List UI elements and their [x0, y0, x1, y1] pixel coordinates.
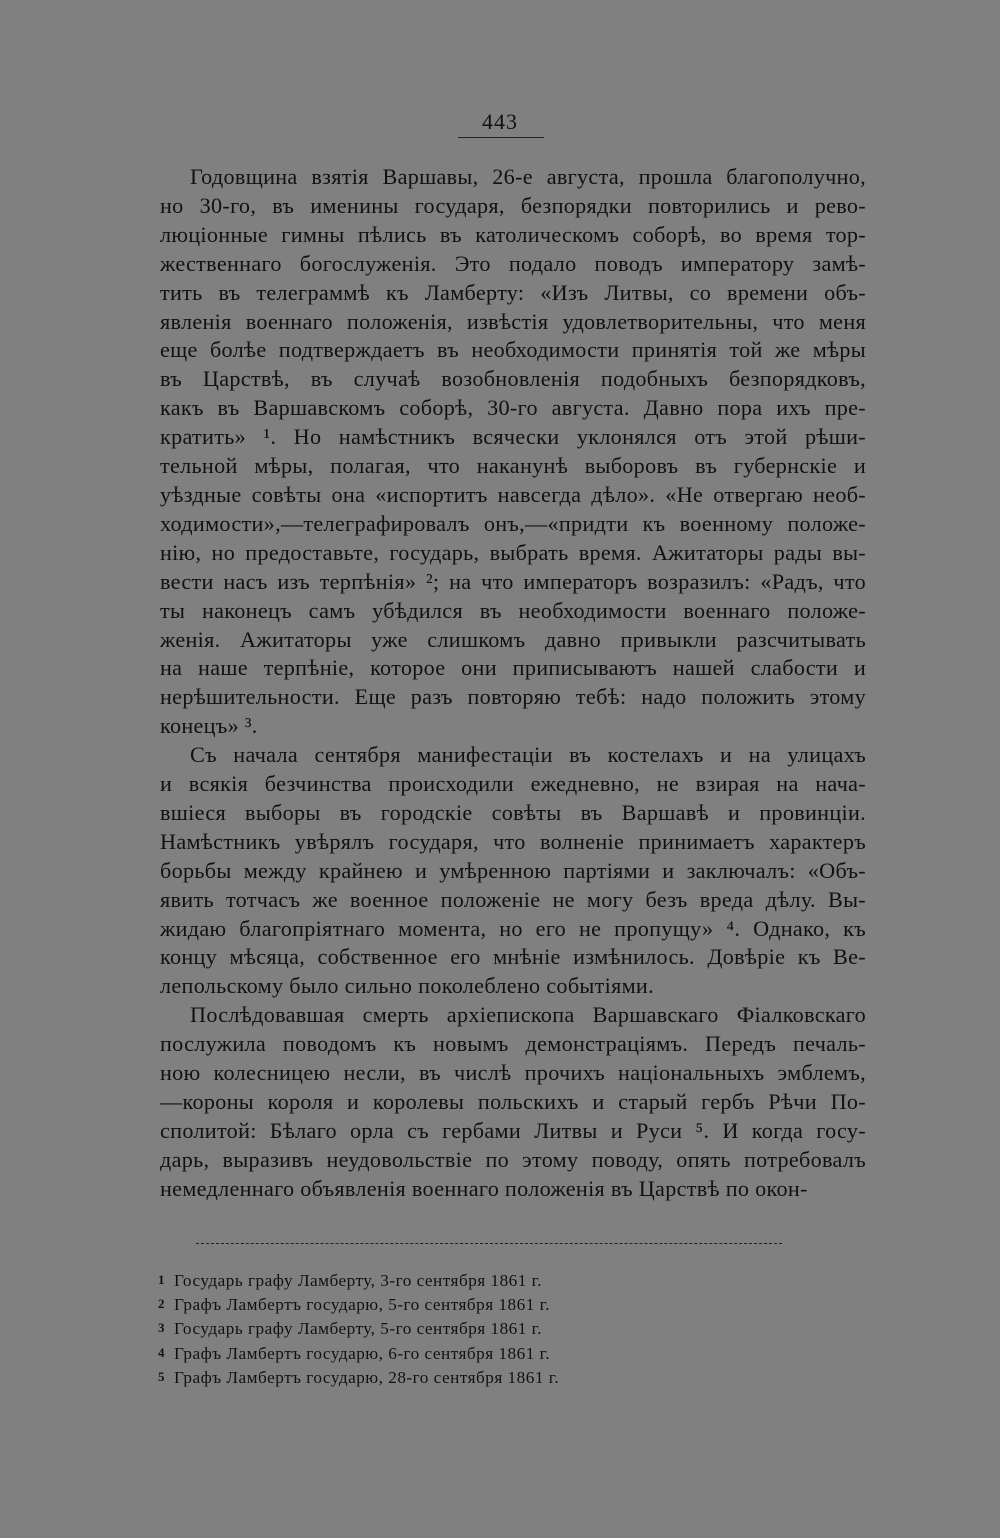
text-line: явить тотчасъ же военное положеніе не могу безъ вреда дѣлу. Вы-	[160, 886, 866, 912]
footnote	[158, 1268, 718, 1292]
text-line: явленія военнаго положенія, извѣстія удовлетворительны, что меня	[160, 308, 866, 334]
text-line: тельной мѣры, полагая, что наканунѣ выборовъ въ губернскіе и	[160, 453, 866, 479]
text-line: лепольскому было сильно поколеблено событіями.	[160, 973, 654, 999]
footnotes	[158, 1268, 718, 1389]
text-line: люціонные гимны пѣлись въ католическомъ соборѣ, во время тор-	[160, 221, 866, 247]
text-line: послужила поводомъ къ новымъ демонстраціямъ. Передъ печаль-	[160, 1031, 866, 1057]
footnote-text: Графъ Ламбертъ государю, 5-го сентября 1861 г.	[174, 1295, 551, 1315]
text-line: —короны короля и королевы польскихъ и старый гербъ Рѣчи По-	[160, 1089, 866, 1114]
text-line: ходимости»,—телеграфировалъ онъ,—«придти къ военному положе-	[160, 510, 866, 536]
footnote-number: 4	[158, 1344, 165, 1360]
paragraph-3	[130, 1001, 866, 1203]
page-number: 443	[482, 109, 518, 134]
footnote-number: 2	[158, 1296, 165, 1312]
footnote-number: 1	[158, 1272, 165, 1287]
text-line: Съ начала сентября манифестаціи въ костелахъ и на улицахъ	[190, 742, 866, 768]
text-line: женія. Ажитаторы уже слишкомъ давно привыкли разсчитывать	[160, 626, 866, 652]
footnote	[158, 1316, 718, 1340]
text-line: на наше терпѣніе, которое они приписываютъ нашей слабости и	[160, 655, 866, 681]
text-line: въ Царствѣ, въ случаѣ возобновленія подобныхъ безпорядковъ,	[160, 366, 866, 392]
footnote	[158, 1292, 718, 1316]
text-line: дарь, выразивъ неудовольствіе по этому поводу, опять потребовалъ	[160, 1146, 866, 1172]
body-text	[130, 163, 866, 1204]
text-line: ты наконецъ самъ убѣдился въ необходимости военнаго положе-	[160, 597, 866, 623]
footnote-text: Государь графу Ламберту, 5-го сентября 1861 г.	[174, 1319, 543, 1339]
footnote-number: 3	[158, 1320, 165, 1336]
text-line: сполитой: Бѣлаго орла съ гербами Литвы и Руси ⁵. И когда госу-	[160, 1117, 866, 1143]
text-line: жественнаго богослуженія. Это подало поводъ императору замѣ-	[160, 250, 866, 276]
text-line: но 30-го, въ именины государя, безпорядки повторились и рево-	[160, 192, 866, 218]
paragraph-1	[130, 163, 866, 741]
footnote-text: Государь графу Ламберту, 3-го сентября 1861 г.	[174, 1271, 543, 1290]
footnote-text: Графъ Ламбертъ государю, 6-го сентября 1861 г.	[174, 1343, 551, 1363]
text-line: ною колесницею несли, въ числѣ прочихъ національныхъ эмблемъ,	[160, 1060, 866, 1086]
text-line: жидаю благопріятнаго момента, но его не пропущу» ⁴. Однако, къ	[160, 915, 866, 941]
text-line: и всякія безчинства происходили ежедневно, не взирая на нача-	[160, 771, 866, 797]
footnote	[158, 1365, 718, 1389]
footnote-number: 5	[158, 1368, 165, 1384]
text-line: немедленнаго объявленія военнаго положенія въ Царствѣ по окон-	[160, 1175, 808, 1201]
text-line: какъ въ Варшавскомъ соборѣ, 30-го августа. Давно пора ихъ пре-	[160, 395, 866, 421]
text-line: концу мѣсяца, собственное его мнѣніе измѣнилось. Довѣріе къ Ве-	[160, 944, 866, 970]
text-line: Годовщина взятія Варшавы, 26-е августа, прошла благополучно,	[190, 164, 866, 189]
text-line: уѣздные совѣты она «испортитъ навсегда дѣло». «Не отвергаю необ-	[160, 481, 866, 507]
text-line: вшіеся выборы въ городскіе совѣты въ Варшавѣ и провинціи.	[160, 799, 866, 825]
text-line: конецъ» ³.	[160, 713, 258, 739]
text-line: борьбы между крайнею и умѣренною партіями и заключалъ: «Объ-	[160, 857, 866, 883]
page-number-underline	[458, 137, 544, 138]
paragraph-2	[130, 741, 866, 1001]
text-line: еще болѣе подтверждаетъ въ необходимости принятія той же мѣры	[160, 337, 866, 363]
footnote-separator	[196, 1243, 782, 1244]
text-line: тить въ телеграммѣ къ Ламберту: «Изъ Литвы, со времени объ-	[160, 279, 866, 305]
text-line: вести насъ изъ терпѣнія» ²; на что императоръ возразилъ: «Радъ, что	[160, 568, 866, 594]
text-line: Послѣдовавшая смерть архіепископа Варшавскаго Фіалковскаго	[190, 1002, 866, 1028]
text-line: Намѣстникъ увѣрялъ государя, что волненіе принимаетъ характеръ	[160, 828, 866, 854]
footnote-text: Графъ Ламбертъ государю, 28-го сентября 1861 г.	[174, 1367, 560, 1387]
text-line: нію, но предоставьте, государь, выбрать время. Ажитаторы рады вы-	[160, 539, 866, 565]
text-line: нерѣшительности. Еще разъ повторяю тебѣ: надо положить этому	[160, 684, 866, 710]
text-line: кратить» ¹. Но намѣстникъ всячески уклонялся отъ этой рѣши-	[160, 424, 866, 450]
footnote	[158, 1341, 718, 1365]
